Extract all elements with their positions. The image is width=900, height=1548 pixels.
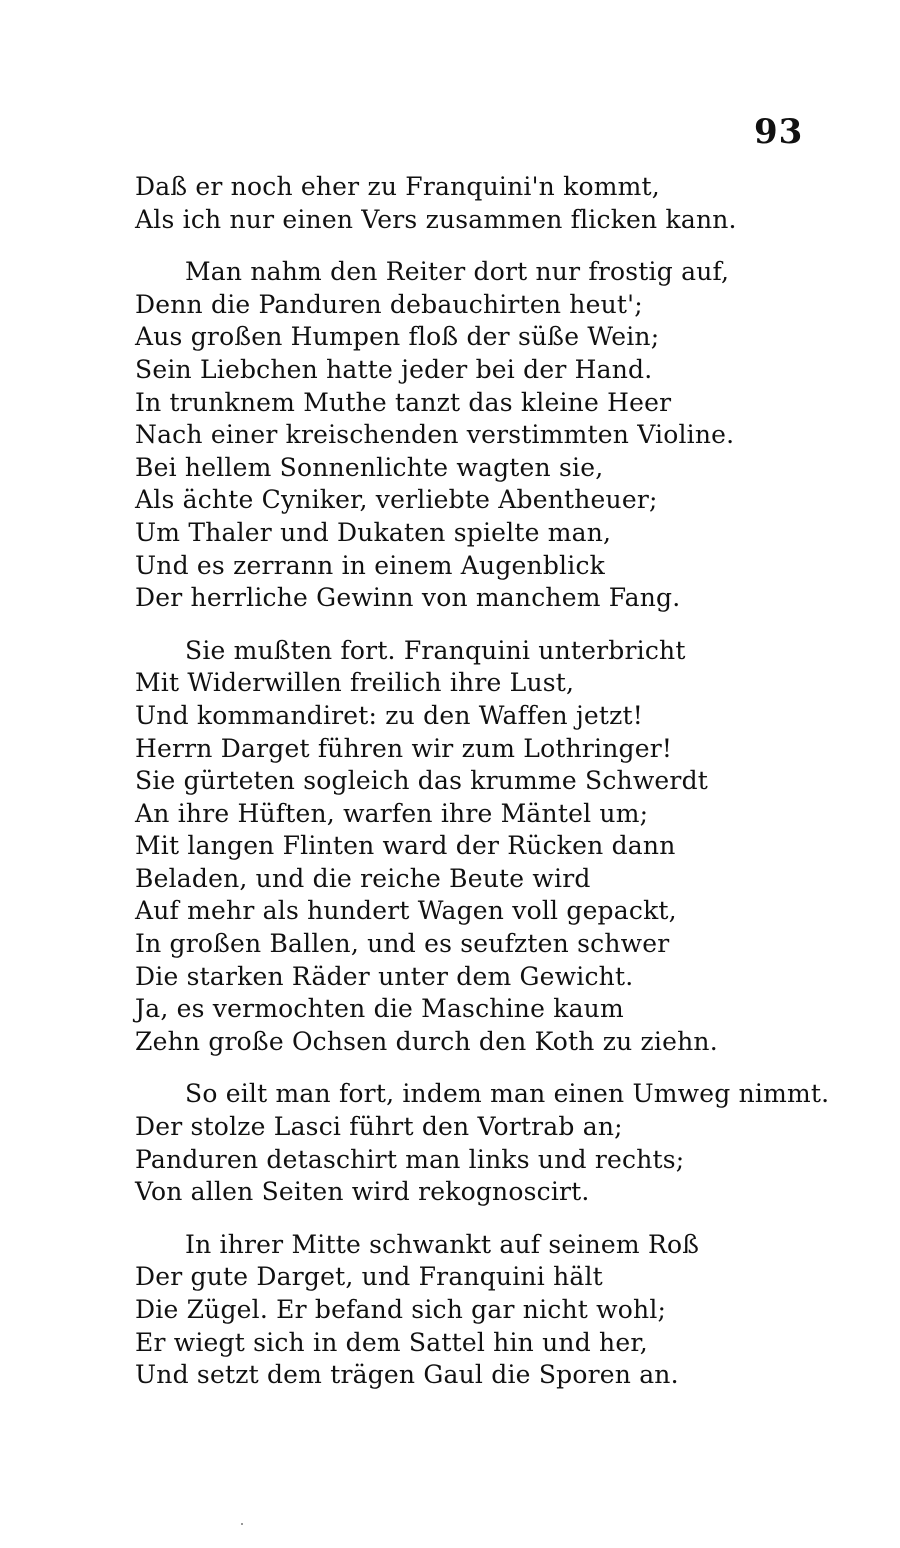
page-number: 93	[754, 112, 804, 152]
verse-line: Und setzt dem trägen Gaul die Sporen an.	[135, 1360, 679, 1390]
verse-line: Beladen, und die reiche Beute wird	[135, 863, 591, 893]
verse-line: Und es zerrann in einem Augenblick	[135, 550, 605, 580]
verse-line: Denn die Panduren debauchirten heut';	[135, 289, 643, 319]
verse-line: Nach einer kreischenden verstimmten Violine.	[135, 420, 735, 450]
verse-line: Herrn Darget führen wir zum Lothringer!	[135, 733, 673, 763]
verse-line: An ihre Hüften, warfen ihre Mäntel um;	[135, 798, 649, 828]
verse-line: Aus großen Humpen floß der süße Wein;	[135, 322, 660, 352]
verse-line: In trunknem Muthe tanzt das kleine Heer	[135, 387, 672, 417]
verse-line: Auf mehr als hundert Wagen voll gepackt,	[135, 896, 677, 926]
verse-line: Als ächte Cyniker, verliebte Abentheuer;	[135, 485, 658, 515]
stanza-3	[135, 635, 815, 1059]
verse-line: Mit Widerwillen freilich ihre Lust,	[135, 668, 575, 698]
verse-line: Man nahm den Reiter dort nur frostig auf,	[185, 257, 730, 287]
verse-line: Der stolze Lasci führt den Vortrab an;	[135, 1112, 623, 1142]
verse-line: Der gute Darget, und Franquini hält	[135, 1262, 603, 1292]
verse-line: In großen Ballen, und es seufzten schwer	[135, 929, 670, 959]
verse-line: Ja, es vermochten die Maschine kaum	[135, 994, 624, 1024]
verse-line: Und kommandiret: zu den Waffen jetzt!	[135, 700, 643, 730]
verse-line: Daß er noch eher zu Franquini'n kommt,	[135, 172, 660, 201]
stanza-1	[135, 171, 815, 236]
verse-line: Die Zügel. Er befand sich gar nicht wohl;	[135, 1295, 667, 1324]
stanza-5	[135, 1229, 815, 1392]
stanza-2	[135, 256, 815, 615]
verse-line: Die starken Räder unter dem Gewicht.	[135, 961, 634, 991]
paper-speck	[241, 1523, 243, 1525]
verse-line: Er wiegt sich in dem Sattel hin und her,	[135, 1327, 648, 1357]
verse-line: Sein Liebchen hatte jeder bei der Hand.	[135, 354, 653, 384]
verse-line: Zehn große Ochsen durch den Koth zu ziehn.	[135, 1026, 718, 1056]
verse-line: Als ich nur einen Vers zusammen flicken kann.	[135, 204, 737, 234]
poem-text	[135, 171, 830, 1392]
verse-line: Der herrliche Gewinn von manchem Fang.	[135, 583, 681, 613]
verse-line: Sie gürteten sogleich das krumme Schwerdt	[135, 766, 709, 796]
verse-line: In ihrer Mitte schwankt auf seinem Roß	[185, 1229, 700, 1259]
verse-line: Bei hellem Sonnenlichte wagten sie,	[135, 452, 604, 482]
verse-line: Von allen Seiten wird rekognoscirt.	[135, 1177, 590, 1207]
verse-line: So eilt man fort, indem man einen Umweg nimmt.	[185, 1079, 830, 1109]
verse-line: Sie mußten fort. Franquini unterbricht	[185, 635, 686, 665]
verse-line: Um Thaler und Dukaten spielte man,	[135, 517, 612, 547]
verse-line: Panduren detaschirt man links und rechts;	[135, 1144, 685, 1174]
stanza-4	[135, 1078, 830, 1208]
verse-line: Mit langen Flinten ward der Rücken dann	[135, 831, 676, 861]
